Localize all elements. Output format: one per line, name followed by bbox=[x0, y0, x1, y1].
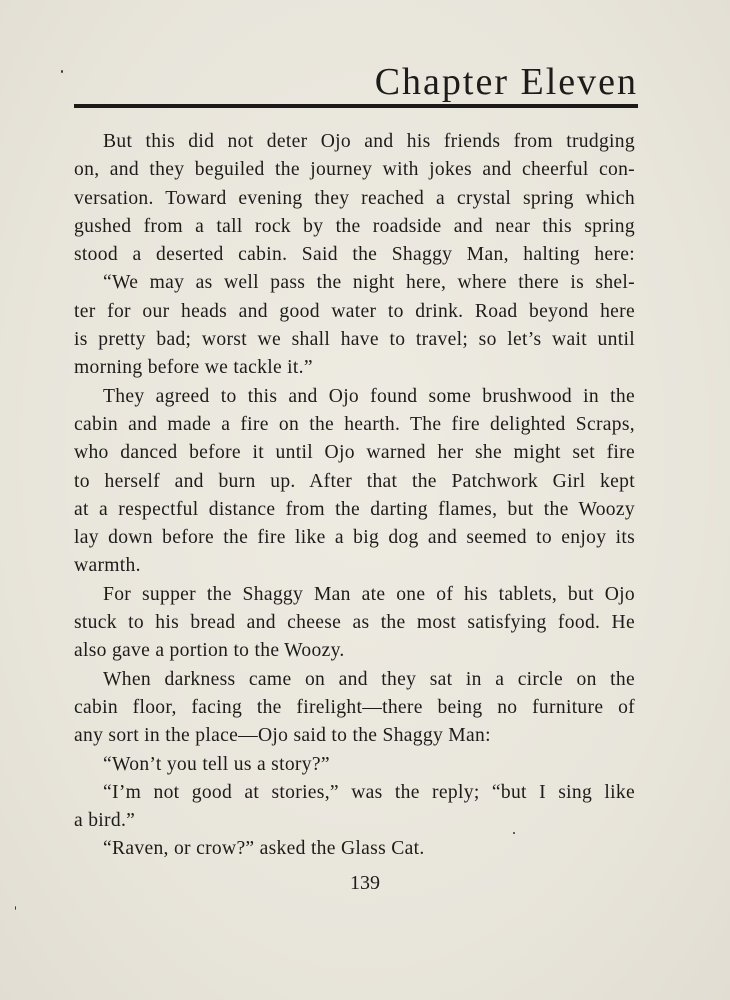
chapter-heading-rule bbox=[74, 104, 638, 108]
chapter-title: Chapter Eleven bbox=[374, 61, 638, 103]
body-line: “We may as well pass the night here, where there is shel- bbox=[103, 272, 635, 294]
body-line: For supper the Shaggy Man ate one of his tablets, but Ojo bbox=[103, 583, 635, 605]
body-line: lay down before the fire like a big dog and seemed to enjoy its bbox=[74, 527, 635, 549]
body-line: cabin floor, facing the firelight—there being no furniture of bbox=[74, 696, 635, 718]
body-line: “I’m not good at stories,” was the reply; “but I sing like bbox=[103, 781, 635, 803]
paper-speck bbox=[61, 70, 63, 73]
body-line: stuck to his bread and cheese as the most satisfying food. He bbox=[74, 612, 635, 634]
chapter-body-text bbox=[74, 128, 635, 864]
paper-speck bbox=[513, 832, 515, 834]
paper-speck bbox=[15, 906, 16, 910]
body-line: But this did not deter Ojo and his friends from trudging bbox=[103, 131, 635, 152]
body-line: versation. Toward evening they reached a crystal spring which bbox=[74, 187, 635, 209]
body-line: who danced before it until Ojo warned her she might set fire bbox=[74, 442, 635, 464]
body-line: morning before we tackle it.” bbox=[74, 357, 313, 379]
body-line: gushed from a tall rock by the roadside and near this spring bbox=[74, 215, 635, 237]
body-line: They agreed to this and Ojo found some brushwood in the bbox=[103, 385, 635, 407]
body-line: cabin and made a fire on the hearth. The fire delighted Scraps, bbox=[74, 413, 635, 435]
body-line: When darkness came on and they sat in a circle on the bbox=[103, 668, 635, 690]
body-line: is pretty bad; worst we shall have to travel; so let’s wait until bbox=[74, 329, 635, 351]
body-line: also gave a portion to the Woozy. bbox=[74, 640, 345, 662]
page-number: 139 bbox=[350, 872, 380, 894]
body-line: to herself and burn up. After that the Patchwork Girl kept bbox=[74, 470, 635, 492]
body-line: ter for our heads and good water to drink. Road beyond here bbox=[74, 300, 635, 322]
body-line: on, and they beguiled the journey with jokes and cheerful con- bbox=[74, 159, 635, 181]
body-line: stood a deserted cabin. Said the Shaggy Man, halting here: bbox=[74, 244, 635, 266]
body-line: “Won’t you tell us a story?” bbox=[103, 753, 330, 775]
body-line: “Raven, or crow?” asked the Glass Cat. bbox=[103, 838, 425, 860]
body-line: any sort in the place—Ojo said to the Shaggy Man: bbox=[74, 725, 491, 747]
body-line: at a respectful distance from the darting flames, but the Woozy bbox=[74, 498, 635, 520]
body-line: warmth. bbox=[74, 555, 141, 577]
body-line: a bird.” bbox=[74, 810, 136, 832]
